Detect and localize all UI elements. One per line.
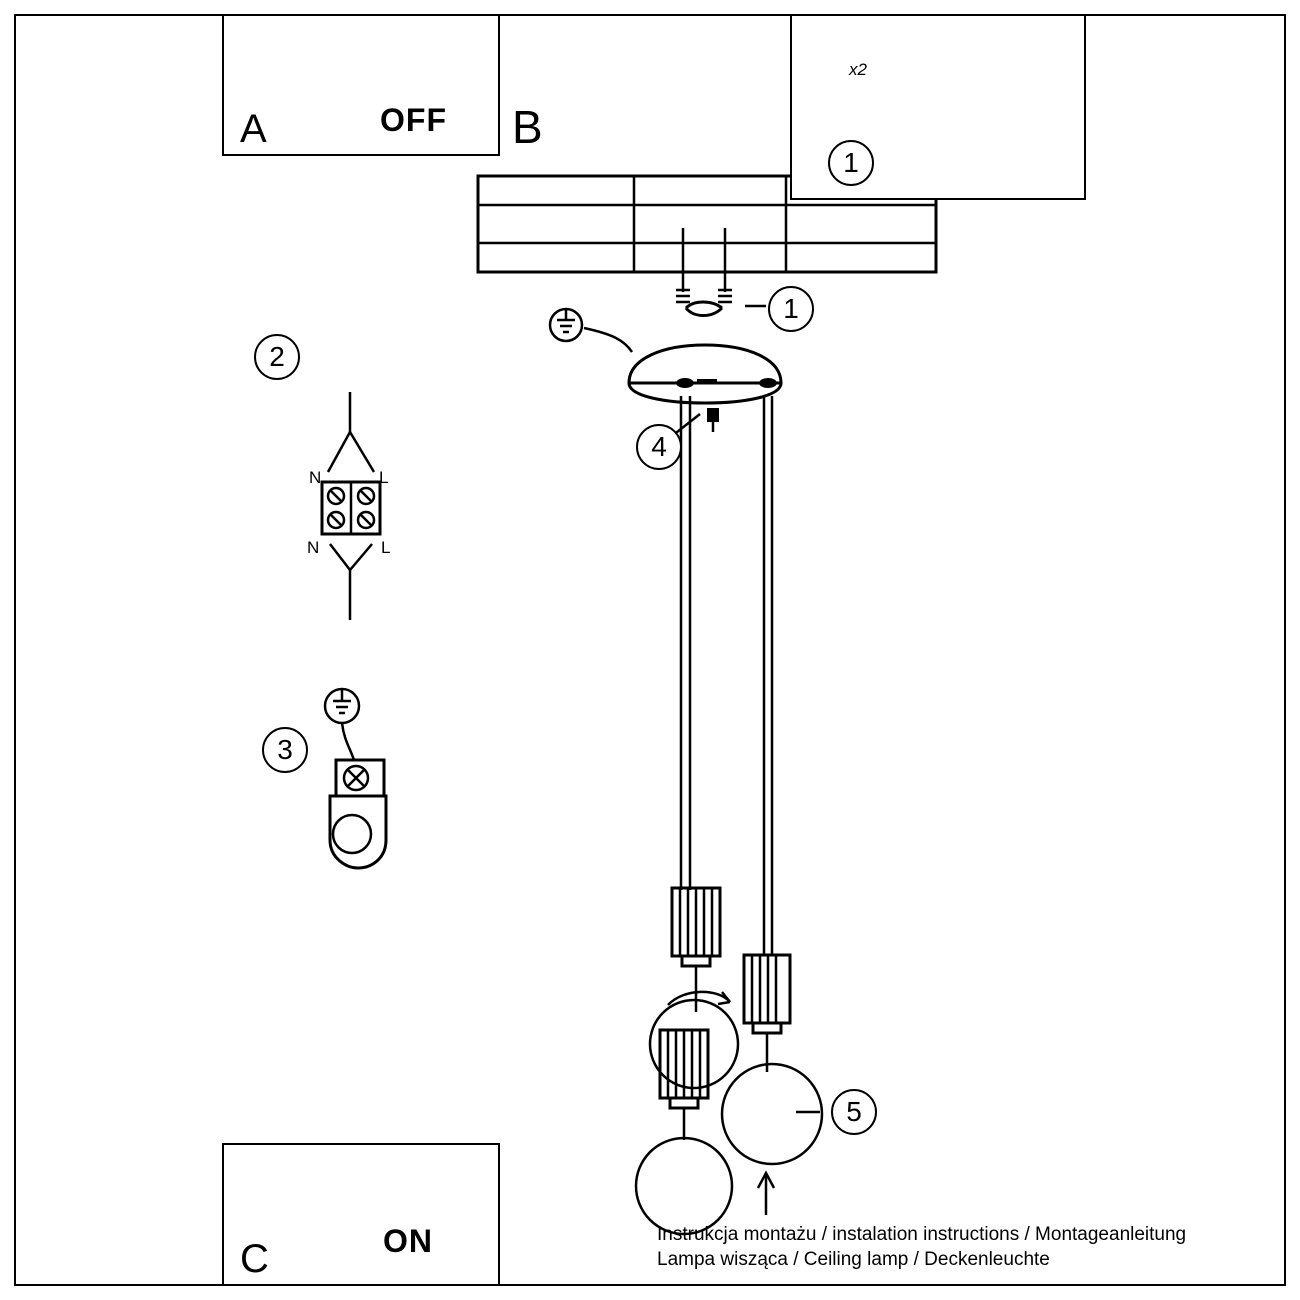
caption-line-2: Lampa wisząca / Ceiling lamp / Deckenleuchte (657, 1249, 1050, 1270)
step-badge-5: 5 (831, 1089, 877, 1135)
earth-symbol-icon (550, 309, 582, 341)
wire-label-l-bottom: L (381, 538, 391, 557)
lamp-holder-right-icon (744, 955, 790, 1072)
step-badge-1-tools: 1 (828, 140, 874, 186)
step-badge-3: 3 (262, 727, 308, 773)
section-b-letter: B (512, 101, 543, 153)
on-label: ON (383, 1223, 433, 1259)
off-label: OFF (380, 102, 447, 138)
step-badge-1-ceiling: 1 (768, 286, 814, 332)
canopy-icon (629, 345, 781, 403)
step-badge-4: 4 (636, 424, 682, 470)
terminal-block-wiring-icon (322, 392, 380, 620)
section-a-letter: A (240, 107, 267, 151)
earth-terminal-icon (325, 689, 386, 868)
quantity-label: x2 (849, 60, 867, 79)
grub-screw-icon (707, 408, 719, 432)
insert-arrow-icon (758, 1173, 774, 1215)
section-c-letter: C (240, 1237, 269, 1281)
wire-label-l-top: L (379, 468, 389, 487)
lamp-holder-lower-icon (660, 1030, 708, 1140)
wire-label-n-top: N (309, 468, 322, 487)
glass-globe-icons (636, 1000, 822, 1234)
wire-label-n-bottom: N (307, 538, 320, 557)
earth-wire (584, 328, 632, 352)
suspension-cables (681, 396, 772, 955)
caption-block (657, 1222, 1186, 1272)
caption-line-1: Instrukcja montażu / instalation instructions / Montageanleitung (657, 1224, 1187, 1245)
step-badge-2: 2 (254, 334, 300, 380)
